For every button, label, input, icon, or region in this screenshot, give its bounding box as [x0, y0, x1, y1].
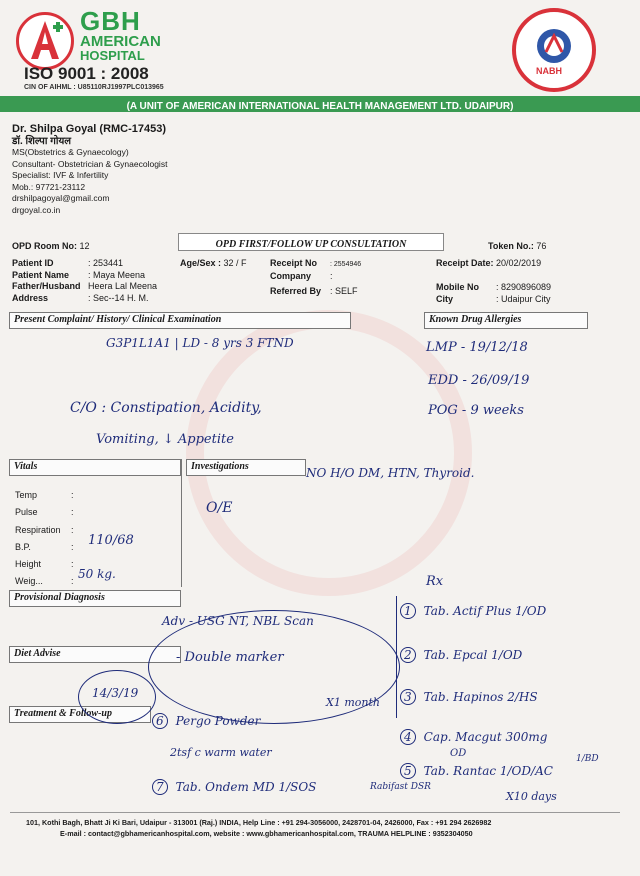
father-value: Heera Lal Meena: [88, 281, 158, 291]
doctor-role: Consultant- Obstetrician & Gynaecologist: [12, 158, 168, 169]
vital-temp-label: Temp: [15, 490, 38, 500]
vitals-divider: [181, 459, 182, 587]
patient-name-label: Patient Name: [12, 269, 70, 280]
vital-colon: :: [71, 507, 74, 518]
hw-edd: EDD - 26/09/19: [428, 373, 530, 388]
doctor-block: [12, 124, 167, 216]
company-label: Company: [270, 270, 312, 281]
vital-colon: :: [71, 576, 74, 587]
cin-label: CIN OF AIHML : U85110RJ1997PLC013965: [24, 84, 164, 91]
age-value: 32 / F: [223, 258, 247, 268]
hw-lmp: LMP - 19/12/18: [426, 340, 528, 355]
mobile-value: : 8290896089: [496, 282, 552, 292]
receipt-date-label: Receipt Date:: [436, 258, 494, 268]
hw-advice-2: - Double marker: [176, 650, 284, 665]
hw-weight-value: 50 kg.: [78, 567, 116, 581]
med-number: 7: [152, 779, 168, 795]
treatment-title: Treatment & Follow-up: [14, 708, 112, 719]
patient-id-value: : 253441: [88, 258, 124, 268]
age-label: Age/Sex :: [180, 258, 222, 268]
father-label: Father/Husband: [12, 281, 81, 291]
hw-complaint-1: C/O : Constipation, Acidity,: [70, 400, 262, 416]
receipt-date-value: 20/02/2019: [496, 258, 542, 268]
vitals-header: [9, 459, 181, 476]
med-5-text: Tab. Rantac 1/OD/AC: [423, 764, 553, 778]
city-value: : Udaipur City: [496, 293, 551, 304]
hw-med-3: [400, 690, 538, 704]
referred-label: Referred By: [270, 286, 322, 296]
med-7-text: Tab. Ondem MD 1/SOS: [175, 780, 317, 794]
hw-med-2: [400, 648, 522, 662]
referred-value: : SELF: [330, 286, 358, 296]
vital-height-label: Height: [15, 559, 42, 570]
investigations-header: [186, 459, 306, 476]
receipt-no-label: Receipt No: [270, 258, 318, 268]
patient-name-value: : Maya Meena: [88, 269, 146, 280]
vital-colon: :: [71, 541, 74, 552]
receipt-no-value: : 2554946: [330, 261, 362, 268]
diet-title: Diet Advise: [14, 648, 61, 659]
med-number: 6: [152, 713, 168, 729]
vital-pulse-label: Pulse: [15, 507, 38, 518]
city-label: City: [436, 293, 454, 304]
brand-american: AMERICAN: [80, 33, 161, 50]
hw-med-5: [400, 764, 553, 778]
hw-followup-date: 14/3/19: [92, 686, 139, 700]
complaint-title: Present Complaint/ History/ Clinical Examination: [14, 314, 222, 325]
unit-banner-text: (A UNIT OF AMERICAN INTERNATIONAL HEALTH MANAGEMENT LTD. UDAIPUR): [126, 101, 514, 112]
hw-advice-1: Adv - USG NT, NBL Scan: [162, 614, 314, 628]
allergies-title: Known Drug Allergies: [429, 314, 522, 325]
hw-oe: O/E: [206, 500, 233, 516]
opd-room-value: 12: [79, 241, 90, 251]
hw-bp-value: 110/68: [88, 533, 134, 548]
iso-label: ISO 9001 : 2008: [24, 64, 149, 83]
doctor-name: Dr. Shilpa Goyal (RMC-17453): [12, 123, 167, 135]
hw-complaint-2: Vomiting, ↓ Appetite: [96, 432, 234, 447]
vital-bp-label: B.P.: [15, 541, 31, 552]
footer-contact: E-mail : contact@gbhamericanhospital.com, website : www.gbhamericanhospital.com, TRAUMA HELPLINE : 9352304050: [60, 829, 473, 838]
hw-gravida: G3P1L1A1 | LD - 8 yrs 3 FTND: [106, 336, 294, 350]
med-number: 4: [400, 729, 416, 745]
vitals-title: Vitals: [14, 461, 38, 472]
hw-x10-days: X10 days: [506, 790, 557, 803]
form-title-box: [178, 233, 444, 251]
vital-colon: :: [71, 559, 74, 570]
hw-rx: Rx: [426, 574, 444, 589]
token-label: Token No.:: [488, 241, 534, 251]
hospital-logo: [16, 12, 74, 70]
vital-colon: :: [71, 490, 74, 500]
med-number: 3: [400, 689, 416, 705]
hw-x1-month: X1 month: [326, 696, 380, 709]
nabh-emblem-icon: [516, 12, 592, 88]
hw-note-bd: 1/BD: [576, 754, 599, 764]
med-number: 1: [400, 603, 416, 619]
complaint-header: [9, 312, 351, 329]
hw-med-6-sub: 2tsf c warm water: [170, 746, 272, 759]
med-6-text: Pergo Powder: [175, 714, 261, 728]
patient-id-label: Patient ID: [12, 258, 54, 268]
med-number: 5: [400, 763, 416, 779]
logo-a-icon: [19, 15, 71, 67]
address-value: : Sec--14 H. M.: [88, 292, 149, 303]
address-label: Address: [12, 292, 49, 303]
med-1-text: Tab. Actif Plus 1/OD: [423, 604, 547, 618]
vital-weight-label: Weig...: [15, 576, 43, 587]
mobile-label: Mobile No: [436, 282, 479, 292]
nabh-seal: [512, 8, 596, 92]
vital-colon: :: [71, 524, 74, 535]
allergies-header: [424, 312, 588, 329]
doctor-qualification: MS(Obstetrics & Gynaecology): [12, 147, 129, 157]
diagnosis-title: Provisional Diagnosis: [14, 592, 105, 603]
brand-gbh: GBH: [80, 6, 141, 36]
hw-med-4: [400, 730, 547, 744]
opd-room-label: OPD Room No:: [12, 241, 77, 251]
hw-med-7: [152, 780, 316, 794]
hw-med-1: [400, 604, 546, 618]
unit-banner: [0, 96, 640, 112]
rx-bracket: [396, 596, 397, 718]
hw-history: NO H/O DM, HTN, Thyroid.: [306, 466, 475, 480]
vitals-list: [15, 487, 74, 591]
doctor-name-hindi: डॉ. शिल्पा गोयल: [12, 135, 72, 147]
doctor-mobile: Mob.: 97721-23112: [12, 181, 86, 192]
token-value: 76: [536, 241, 547, 251]
footer-address: 101, Kothi Bagh, Bhatt Ji Ki Bari, Udaipur - 313001 (Raj.) INDIA, Help Line : +91 294-3056000, 2428701-04, 2426000, Fax : +91 294 2626982: [26, 818, 492, 827]
footer-divider: [10, 812, 620, 813]
med-number: 2: [400, 647, 416, 663]
hw-med-6: [152, 714, 260, 728]
hw-note-rantac: Rabifast DSR: [370, 782, 431, 792]
form-title: OPD FIRST/FOLLOW UP CONSULTATION: [215, 239, 407, 250]
doctor-specialty: Specialist: IVF & Infertility: [12, 170, 109, 180]
doctor-email: drshilpagoyal@gmail.com: [12, 193, 110, 203]
med-3-text: Tab. Hapinos 2/HS: [423, 690, 538, 704]
vital-resp-label: Respiration: [15, 524, 61, 535]
company-value: :: [330, 270, 333, 281]
hw-note-od: OD: [450, 748, 467, 759]
investigations-title: Investigations: [191, 461, 249, 472]
med-2-text: Tab. Epcal 1/OD: [423, 648, 523, 662]
diagnosis-header: [9, 590, 181, 607]
brand-hospital: HOSPITAL: [80, 48, 145, 63]
nabh-label: NABH: [536, 66, 562, 76]
doctor-website: drgoyal.co.in: [12, 204, 61, 215]
hw-pog: POG - 9 weeks: [428, 403, 524, 418]
med-4-text: Cap. Macgut 300mg: [423, 730, 548, 744]
